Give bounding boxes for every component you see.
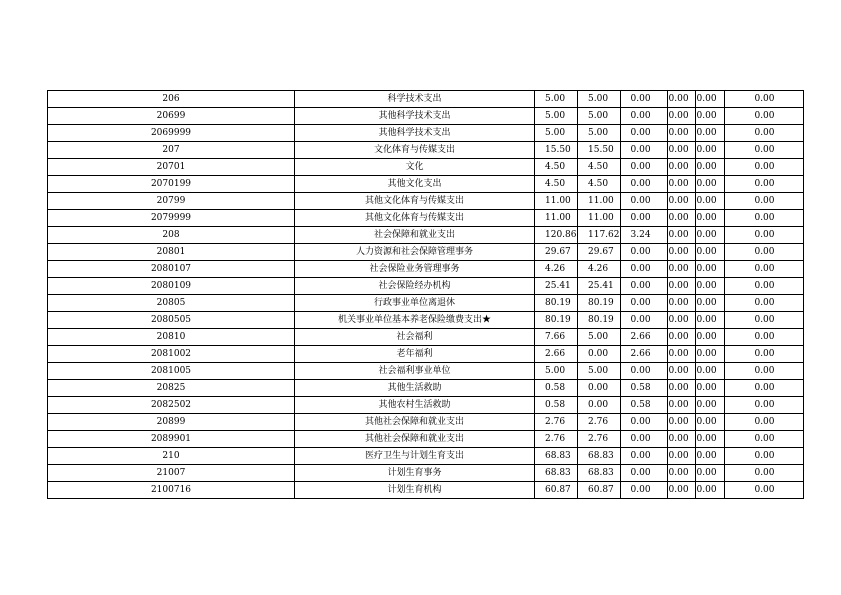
table-row xyxy=(48,431,804,448)
function-name-cell: 计划生育机构 xyxy=(295,482,535,499)
value-col4-cell: 0.00 xyxy=(667,329,695,346)
value-col4-cell: 0.00 xyxy=(667,176,695,193)
function-code-cell: 2089901 xyxy=(48,431,295,448)
value-col5-cell: 0.00 xyxy=(695,193,724,210)
value-col6-cell: 0.00 xyxy=(724,159,803,176)
value-total-cell: 0.58 xyxy=(535,380,578,397)
value-project-cell: 0.00 xyxy=(620,125,667,142)
value-total-cell: 25.41 xyxy=(535,278,578,295)
value-basic-cell: 117.62 xyxy=(578,227,621,244)
value-col4-cell: 0.00 xyxy=(667,91,695,108)
function-code-cell: 208 xyxy=(48,227,295,244)
value-col4-cell: 0.00 xyxy=(667,414,695,431)
value-project-cell: 0.00 xyxy=(620,193,667,210)
value-col4-cell: 0.00 xyxy=(667,448,695,465)
value-project-cell: 0.00 xyxy=(620,108,667,125)
value-col4-cell: 0.00 xyxy=(667,261,695,278)
function-code-cell: 21007 xyxy=(48,465,295,482)
value-col5-cell: 0.00 xyxy=(695,482,724,499)
value-project-cell: 0.00 xyxy=(620,295,667,312)
function-code-cell: 2080505 xyxy=(48,312,295,329)
value-total-cell: 4.26 xyxy=(535,261,578,278)
value-total-cell: 80.19 xyxy=(535,312,578,329)
function-name-cell: 社会福利事业单位 xyxy=(295,363,535,380)
value-col6-cell: 0.00 xyxy=(724,210,803,227)
value-col5-cell: 0.00 xyxy=(695,244,724,261)
value-basic-cell: 80.19 xyxy=(578,295,621,312)
value-project-cell: 0.00 xyxy=(620,414,667,431)
function-name-cell: 其他生活救助 xyxy=(295,380,535,397)
value-basic-cell: 25.41 xyxy=(578,278,621,295)
value-col5-cell: 0.00 xyxy=(695,142,724,159)
value-total-cell: 4.50 xyxy=(535,176,578,193)
value-col5-cell: 0.00 xyxy=(695,227,724,244)
value-col4-cell: 0.00 xyxy=(667,397,695,414)
value-col4-cell: 0.00 xyxy=(667,108,695,125)
function-name-cell: 老年福利 xyxy=(295,346,535,363)
function-name-cell: 文化 xyxy=(295,159,535,176)
value-project-cell: 0.00 xyxy=(620,312,667,329)
expenditure-table xyxy=(47,90,804,499)
value-basic-cell: 2.76 xyxy=(578,431,621,448)
value-col4-cell: 0.00 xyxy=(667,159,695,176)
value-project-cell: 0.00 xyxy=(620,261,667,278)
function-name-cell: 其他文化体育与传媒支出 xyxy=(295,210,535,227)
function-name-cell: 社会福利 xyxy=(295,329,535,346)
value-col4-cell: 0.00 xyxy=(667,278,695,295)
value-col5-cell: 0.00 xyxy=(695,278,724,295)
table-row xyxy=(48,397,804,414)
value-total-cell: 7.66 xyxy=(535,329,578,346)
function-name-cell: 其他文化体育与传媒支出 xyxy=(295,193,535,210)
value-col6-cell: 0.00 xyxy=(724,312,803,329)
value-basic-cell: 5.00 xyxy=(578,363,621,380)
value-col4-cell: 0.00 xyxy=(667,312,695,329)
value-total-cell: 29.67 xyxy=(535,244,578,261)
value-project-cell: 3.24 xyxy=(620,227,667,244)
value-col6-cell: 0.00 xyxy=(724,414,803,431)
value-col5-cell: 0.00 xyxy=(695,125,724,142)
value-project-cell: 2.66 xyxy=(620,329,667,346)
function-code-cell: 20801 xyxy=(48,244,295,261)
value-total-cell: 60.87 xyxy=(535,482,578,499)
table-row xyxy=(48,210,804,227)
function-name-cell: 文化体育与传媒支出 xyxy=(295,142,535,159)
value-total-cell: 2.66 xyxy=(535,346,578,363)
value-basic-cell: 11.00 xyxy=(578,193,621,210)
function-code-cell: 2082502 xyxy=(48,397,295,414)
value-basic-cell: 0.00 xyxy=(578,346,621,363)
value-col4-cell: 0.00 xyxy=(667,210,695,227)
value-basic-cell: 68.83 xyxy=(578,448,621,465)
table-row xyxy=(48,312,804,329)
value-col5-cell: 0.00 xyxy=(695,159,724,176)
value-col6-cell: 0.00 xyxy=(724,363,803,380)
value-project-cell: 0.00 xyxy=(620,91,667,108)
value-col6-cell: 0.00 xyxy=(724,482,803,499)
table-row xyxy=(48,295,804,312)
function-name-cell: 医疗卫生与计划生育支出 xyxy=(295,448,535,465)
value-col4-cell: 0.00 xyxy=(667,295,695,312)
value-col6-cell: 0.00 xyxy=(724,193,803,210)
function-name-cell: 其他文化支出 xyxy=(295,176,535,193)
value-total-cell: 15.50 xyxy=(535,142,578,159)
value-basic-cell: 29.67 xyxy=(578,244,621,261)
value-total-cell: 11.00 xyxy=(535,210,578,227)
value-col5-cell: 0.00 xyxy=(695,176,724,193)
value-total-cell: 5.00 xyxy=(535,108,578,125)
table-row xyxy=(48,482,804,499)
table-row xyxy=(48,227,804,244)
value-project-cell: 0.00 xyxy=(620,431,667,448)
value-col6-cell: 0.00 xyxy=(724,465,803,482)
value-col6-cell: 0.00 xyxy=(724,108,803,125)
value-total-cell: 4.50 xyxy=(535,159,578,176)
value-col4-cell: 0.00 xyxy=(667,227,695,244)
value-project-cell: 0.00 xyxy=(620,363,667,380)
table-row xyxy=(48,261,804,278)
value-project-cell: 0.00 xyxy=(620,465,667,482)
function-name-cell: 社会保险经办机构 xyxy=(295,278,535,295)
value-basic-cell: 80.19 xyxy=(578,312,621,329)
value-project-cell: 0.00 xyxy=(620,482,667,499)
value-col5-cell: 0.00 xyxy=(695,210,724,227)
value-col6-cell: 0.00 xyxy=(724,295,803,312)
value-basic-cell: 5.00 xyxy=(578,91,621,108)
value-col6-cell: 0.00 xyxy=(724,346,803,363)
function-code-cell: 210 xyxy=(48,448,295,465)
value-total-cell: 5.00 xyxy=(535,91,578,108)
function-code-cell: 2081005 xyxy=(48,363,295,380)
value-col4-cell: 0.00 xyxy=(667,125,695,142)
value-total-cell: 68.83 xyxy=(535,465,578,482)
function-code-cell: 2100716 xyxy=(48,482,295,499)
value-basic-cell: 68.83 xyxy=(578,465,621,482)
value-col4-cell: 0.00 xyxy=(667,363,695,380)
table-row xyxy=(48,244,804,261)
value-total-cell: 68.83 xyxy=(535,448,578,465)
table-body xyxy=(48,91,804,499)
function-code-cell: 2080109 xyxy=(48,278,295,295)
table-row xyxy=(48,108,804,125)
value-col5-cell: 0.00 xyxy=(695,346,724,363)
value-col6-cell: 0.00 xyxy=(724,261,803,278)
function-name-cell: 其他科学技术支出 xyxy=(295,108,535,125)
value-col5-cell: 0.00 xyxy=(695,108,724,125)
value-basic-cell: 4.50 xyxy=(578,159,621,176)
value-col4-cell: 0.00 xyxy=(667,482,695,499)
function-name-cell: 社会保险业务管理事务 xyxy=(295,261,535,278)
value-col6-cell: 0.00 xyxy=(724,278,803,295)
table-row xyxy=(48,193,804,210)
value-col5-cell: 0.00 xyxy=(695,329,724,346)
value-total-cell: 120.86 xyxy=(535,227,578,244)
function-name-cell: 社会保障和就业支出 xyxy=(295,227,535,244)
value-basic-cell: 5.00 xyxy=(578,108,621,125)
value-col6-cell: 0.00 xyxy=(724,397,803,414)
value-col5-cell: 0.00 xyxy=(695,397,724,414)
value-col4-cell: 0.00 xyxy=(667,244,695,261)
table-row xyxy=(48,329,804,346)
function-name-cell: 行政事业单位离退休 xyxy=(295,295,535,312)
function-code-cell: 20699 xyxy=(48,108,295,125)
function-name-cell: 其他社会保障和就业支出 xyxy=(295,414,535,431)
function-code-cell: 20825 xyxy=(48,380,295,397)
value-basic-cell: 0.00 xyxy=(578,380,621,397)
function-code-cell: 20701 xyxy=(48,159,295,176)
value-col5-cell: 0.00 xyxy=(695,312,724,329)
function-name-cell: 人力资源和社会保障管理事务 xyxy=(295,244,535,261)
value-basic-cell: 4.50 xyxy=(578,176,621,193)
value-col4-cell: 0.00 xyxy=(667,380,695,397)
value-col5-cell: 0.00 xyxy=(695,448,724,465)
value-basic-cell: 11.00 xyxy=(578,210,621,227)
function-code-cell: 2070199 xyxy=(48,176,295,193)
table-row xyxy=(48,414,804,431)
table-row xyxy=(48,142,804,159)
function-name-cell: 科学技术支出 xyxy=(295,91,535,108)
function-code-cell: 20810 xyxy=(48,329,295,346)
value-col4-cell: 0.00 xyxy=(667,465,695,482)
value-total-cell: 2.76 xyxy=(535,414,578,431)
value-project-cell: 0.00 xyxy=(620,278,667,295)
table-row xyxy=(48,448,804,465)
function-code-cell: 2080107 xyxy=(48,261,295,278)
function-name-cell: 其他社会保障和就业支出 xyxy=(295,431,535,448)
value-col6-cell: 0.00 xyxy=(724,91,803,108)
value-col6-cell: 0.00 xyxy=(724,125,803,142)
value-col6-cell: 0.00 xyxy=(724,431,803,448)
function-name-cell: 机关事业单位基本养老保险缴费支出★ xyxy=(295,312,535,329)
function-code-cell: 2069999 xyxy=(48,125,295,142)
value-col6-cell: 0.00 xyxy=(724,329,803,346)
value-project-cell: 0.00 xyxy=(620,142,667,159)
value-col5-cell: 0.00 xyxy=(695,363,724,380)
value-basic-cell: 60.87 xyxy=(578,482,621,499)
value-basic-cell: 5.00 xyxy=(578,329,621,346)
function-code-cell: 2079999 xyxy=(48,210,295,227)
value-col6-cell: 0.00 xyxy=(724,380,803,397)
value-project-cell: 0.58 xyxy=(620,380,667,397)
function-name-cell: 其他农村生活救助 xyxy=(295,397,535,414)
table-row xyxy=(48,465,804,482)
value-project-cell: 0.00 xyxy=(620,176,667,193)
function-code-cell: 20805 xyxy=(48,295,295,312)
value-col5-cell: 0.00 xyxy=(695,414,724,431)
value-col5-cell: 0.00 xyxy=(695,431,724,448)
value-col5-cell: 0.00 xyxy=(695,295,724,312)
value-basic-cell: 2.76 xyxy=(578,414,621,431)
function-code-cell: 206 xyxy=(48,91,295,108)
value-basic-cell: 5.00 xyxy=(578,125,621,142)
value-total-cell: 0.58 xyxy=(535,397,578,414)
value-col6-cell: 0.00 xyxy=(724,448,803,465)
value-col6-cell: 0.00 xyxy=(724,142,803,159)
value-project-cell: 0.00 xyxy=(620,210,667,227)
function-name-cell: 计划生育事务 xyxy=(295,465,535,482)
value-project-cell: 0.58 xyxy=(620,397,667,414)
value-col5-cell: 0.00 xyxy=(695,91,724,108)
value-basic-cell: 0.00 xyxy=(578,397,621,414)
value-basic-cell: 15.50 xyxy=(578,142,621,159)
value-total-cell: 5.00 xyxy=(535,363,578,380)
value-total-cell: 11.00 xyxy=(535,193,578,210)
value-col4-cell: 0.00 xyxy=(667,193,695,210)
function-code-cell: 2081002 xyxy=(48,346,295,363)
value-col4-cell: 0.00 xyxy=(667,431,695,448)
value-col6-cell: 0.00 xyxy=(724,244,803,261)
value-total-cell: 80.19 xyxy=(535,295,578,312)
function-name-cell: 其他科学技术支出 xyxy=(295,125,535,142)
value-col5-cell: 0.00 xyxy=(695,380,724,397)
value-col6-cell: 0.00 xyxy=(724,227,803,244)
table-row xyxy=(48,176,804,193)
value-project-cell: 2.66 xyxy=(620,346,667,363)
value-project-cell: 0.00 xyxy=(620,244,667,261)
table-row xyxy=(48,363,804,380)
table-row xyxy=(48,159,804,176)
value-basic-cell: 4.26 xyxy=(578,261,621,278)
value-project-cell: 0.00 xyxy=(620,159,667,176)
table-row xyxy=(48,91,804,108)
value-col5-cell: 0.00 xyxy=(695,465,724,482)
table-row xyxy=(48,125,804,142)
value-project-cell: 0.00 xyxy=(620,448,667,465)
table-row xyxy=(48,278,804,295)
value-col5-cell: 0.00 xyxy=(695,261,724,278)
function-code-cell: 207 xyxy=(48,142,295,159)
function-code-cell: 20799 xyxy=(48,193,295,210)
value-col6-cell: 0.00 xyxy=(724,176,803,193)
table-row xyxy=(48,346,804,363)
value-total-cell: 2.76 xyxy=(535,431,578,448)
value-total-cell: 5.00 xyxy=(535,125,578,142)
function-code-cell: 20899 xyxy=(48,414,295,431)
table-row xyxy=(48,380,804,397)
value-col4-cell: 0.00 xyxy=(667,346,695,363)
value-col4-cell: 0.00 xyxy=(667,142,695,159)
